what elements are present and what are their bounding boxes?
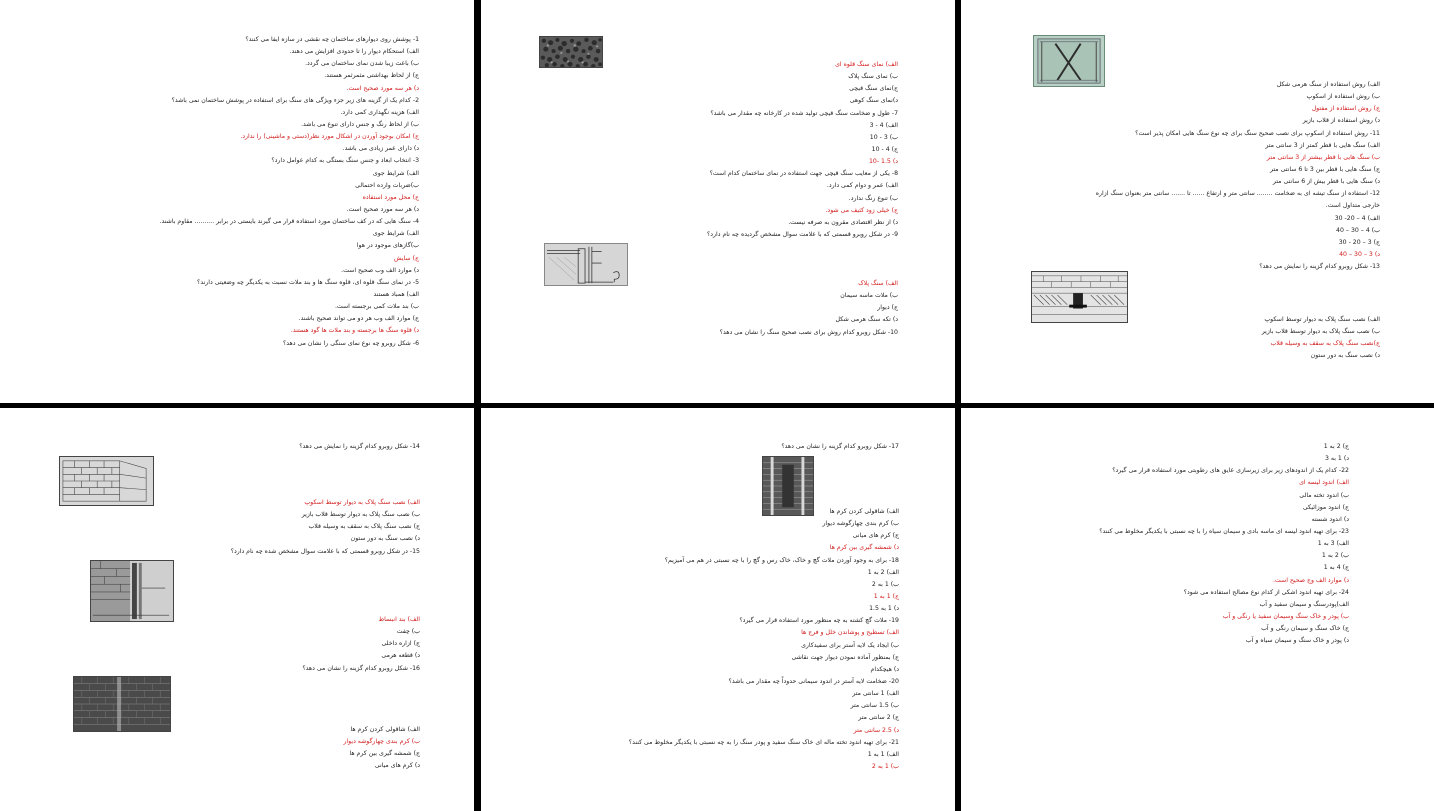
page-4 bbox=[0, 408, 474, 811]
text-line: د) 1.5 -10 bbox=[868, 158, 898, 166]
page-4-text-block-1 bbox=[120, 441, 420, 453]
text-line: 20- ضخامت لایه آستر در اندود سیمانی حدوداً چه مقدار می باشد؟ bbox=[728, 677, 899, 685]
text-line: ج) خاک سنگ و سیمان رنگی و آب bbox=[1261, 625, 1349, 633]
text-line: الف) نمای سنگ قلوه ای bbox=[835, 61, 898, 68]
text-line: الف)پودرسنگ و سیمان سفید و آب bbox=[1259, 600, 1349, 608]
page-4-text-block-3 bbox=[120, 614, 420, 675]
text-line: د) نصب سنگ به دور ستون bbox=[1310, 352, 1380, 360]
text-line: ب) روش استفاده از اسکوپ bbox=[1306, 93, 1380, 101]
text-line: الف) استحکام دیوار را تا حدودی افزایش می دهند. bbox=[289, 48, 419, 56]
text-line: ب)گازهای موجود در هوا bbox=[356, 242, 419, 250]
text-line: ج) 4 - 10 bbox=[871, 145, 898, 153]
text-line: 24- برای تهیه اندود اشکی از کدام نوع مصالح استفاده می شود؟ bbox=[1183, 588, 1349, 596]
text-line: 18- برای به وجود آوردن ملات گچ و خاک، خاک رس و گچ را با چه نسبتی در هم می آمیزیم؟ bbox=[664, 556, 899, 564]
text-line: ب)ضربات وارده احتمالی bbox=[355, 181, 419, 189]
text-line: ج) بمنظور آماده نمودن دیوار جهت نقاشی bbox=[791, 653, 899, 661]
text-line: الف) بند انبساط bbox=[378, 616, 420, 623]
text-line: ب) 2 به 1 bbox=[1321, 552, 1349, 560]
text-line: ب) کرم بندی چهارگوشه دیوار bbox=[343, 738, 420, 746]
text-line: ب) بند ملات کمی برجسته است. bbox=[334, 303, 419, 311]
text-line: 5- در نمای سنگ قلوه ای، قلوه سنگ ها و بند ملات نسبت به یکدیگر چه وضعیتی دارند؟ bbox=[197, 278, 419, 286]
text-line: ب) کرم بندی چهارگوشه دیوار bbox=[822, 520, 899, 528]
text-line: د) 2.5 سانتی متر bbox=[853, 726, 899, 734]
text-line: الف) هزینه نگهداری کمی دارد. bbox=[340, 108, 419, 116]
text-line: ج) روش استفاده از مفتول bbox=[1311, 105, 1380, 113]
text-line: ج) از لحاظ بهداشتی مثمرثمر هستند. bbox=[324, 72, 419, 80]
text-line: ب) چفت bbox=[396, 628, 420, 636]
text-line: الف) نصب سنگ پلاک به دیوار توسط اسکوپ bbox=[1264, 316, 1380, 323]
text-line: 9- در شکل روبرو قسمتی که با علامت سوال مشخص گردیده چه نام دارد؟ bbox=[706, 230, 898, 238]
text-line: د) کرم های میانی bbox=[374, 762, 420, 770]
page-2 bbox=[481, 0, 955, 403]
text-line: ب) ملات ماسه سیمان bbox=[840, 292, 898, 300]
text-line: ج) 2 به 1 bbox=[1323, 443, 1349, 450]
text-line: الف) تسطیح و پوشاندن خلل و فرج ها bbox=[801, 629, 899, 637]
text-line: ب) نمای سنگ پلاک bbox=[848, 73, 898, 81]
text-line: 17- شکل روبرو کدام گزینه را نشان می دهد؟ bbox=[781, 443, 899, 450]
text-line: ب) پودر و خاک سنگ وسیمان سفید یا رنگی و آب bbox=[1222, 612, 1349, 620]
text-line: د) سنگ هایی با قطر بیش از 6 سانتی متر bbox=[1272, 178, 1380, 186]
text-line: ج) 2 سانتی متر bbox=[858, 714, 899, 722]
text-line: د) 1 به 1.5 bbox=[869, 605, 899, 613]
text-line: ب) نصب سنگ پلاک به دیوار توسط قلاب بازیر bbox=[301, 511, 420, 519]
text-line: 22- کدام یک از اندودهای زیر برای زیرسازی عایق های رطوبتی مورد استفاده قرار می گیرد؟ bbox=[1112, 467, 1349, 475]
text-line: ب) نصب سنگ پلاک به دیوار توسط قلاب بازیر bbox=[1261, 328, 1380, 336]
text-line: ج) 1 به 1 bbox=[873, 592, 899, 600]
page-1 bbox=[0, 0, 474, 403]
page-6-text bbox=[979, 441, 1349, 647]
text-line: ج) نصب سنگ پلاک به سقف به وسیله قلاب bbox=[308, 523, 420, 531]
page-6 bbox=[961, 408, 1434, 811]
page-3-text-block-1 bbox=[985, 79, 1380, 273]
text-line: د) هر سه مورد صحیح است. bbox=[346, 205, 419, 213]
text-line: د) دارای عمر زیادی می باشد. bbox=[342, 145, 419, 153]
text-line: 13- شکل روبرو کدام گزینه را نمایش می دهد؟ bbox=[1259, 263, 1380, 271]
text-line: ج) ازاره داخلی bbox=[381, 640, 420, 648]
text-line: 21- برای تهیه اندود تخته ماله ای خاک سنگ سفید و پودر سنگ را به چه نسبتی با یکدیگر مخلوط می کنند؟ bbox=[628, 738, 899, 746]
text-line: 2- کدام یک از گزینه های زیر جزء ویژگی های سنگ برای استفاده در پوشش ساختمان نمی باشد؟ bbox=[171, 96, 419, 104]
text-line: ب) تنوع رنگ ندارد. bbox=[848, 194, 898, 202]
text-line: الف) روش استفاده از سنگ هرمی شکل bbox=[1276, 81, 1380, 88]
text-line: د) پودر و خاک سنگ و سیمان سیاه و آب bbox=[1245, 637, 1349, 645]
text-line: ج)نمای سنگ قیچی bbox=[849, 85, 898, 93]
text-line: ج) سایش bbox=[393, 254, 419, 262]
text-line: 3- انتخاب ابعاد و جنس سنگ بستگی به کدام عوامل دارد؟ bbox=[271, 157, 419, 165]
text-line: د) 1 به 3 bbox=[1325, 455, 1349, 463]
text-line: ب) 4 – 30 – 40 bbox=[1336, 226, 1380, 234]
text-line: ج) شمشه گیری بین کرم ها bbox=[349, 750, 420, 758]
text-line: د) موارد الف وب صحیح است. bbox=[341, 266, 419, 274]
text-line: ب) 1 به 2 bbox=[871, 762, 899, 770]
text-line: ج) کرم های میانی bbox=[852, 532, 899, 540]
text-line: د) اندود شسته bbox=[1311, 515, 1349, 523]
text-line: الف) اندود لیسه ای bbox=[1299, 479, 1349, 487]
text-line: 1- پوشش روی دیوارهای ساختمان چه نقشی در سازه ایفا می کنند؟ bbox=[245, 36, 419, 43]
text-line: الف) شرایط جوی bbox=[372, 169, 419, 177]
text-line: الف) شاقولی کردن کرم ها bbox=[829, 508, 899, 515]
text-line: ج) دیوار bbox=[877, 304, 898, 312]
text-line: الف) 1 سانتی متر bbox=[852, 690, 899, 698]
page-1-text bbox=[9, 34, 419, 350]
page-5-text-block-2 bbox=[509, 506, 899, 773]
text-line: 12- استفاده از سنگ تیشه ای به ضخامت ........ سانتی متر و ارتفاع ...... تا ....... سانتی متر بعنوان سنگ ازاره bbox=[1095, 190, 1380, 198]
text-line: ج) 3 – 20 - 30 bbox=[1338, 238, 1380, 246]
text-line: 10- شکل روبرو کدام روش برای نصب صحیح سنگ را نشان می دهد؟ bbox=[719, 328, 898, 336]
text-line: الف) شاقولی کردن کرم ها bbox=[350, 726, 420, 733]
text-line: 11- روش استفاده از اسکوپ برای نصب صحیح سنگ برای چه نوع سنگ هایی امکان پذیر است؟ bbox=[1135, 129, 1380, 137]
text-line: ب) اندود تخته مالی bbox=[1299, 491, 1349, 499]
text-line: ب) 3 - 10 bbox=[869, 133, 898, 141]
page-5 bbox=[481, 408, 955, 811]
text-line: د) شمشه گیری بین کرم ها bbox=[829, 544, 899, 552]
text-line: ب) 1.5 سانتی متر bbox=[850, 702, 899, 710]
text-line: د) قلوه سنگ ها برجسته و بند ملات ها گود هستند. bbox=[290, 327, 419, 335]
page-2-text-block-1 bbox=[598, 59, 898, 241]
page-3 bbox=[961, 0, 1434, 403]
text-line: الف) همباد هستند bbox=[373, 290, 419, 298]
text-line: الف) 4 - 3 bbox=[869, 121, 898, 129]
text-line: الف) سنگ پلاک bbox=[858, 280, 898, 287]
page-4-text-block-4 bbox=[120, 724, 420, 773]
text-line: ج) خیلی زود کثیف می شود. bbox=[825, 206, 898, 214]
text-line: الف) سنگ هایی با قطر کمتر از 3 سانتی متر bbox=[1265, 141, 1380, 149]
text-line: د) 3 – 30 – 40 bbox=[1339, 250, 1380, 258]
text-line: ج) سنگ هایی با قطر بین 3 تا 6 سانتی متر bbox=[1270, 165, 1380, 173]
page-5-text-block-1 bbox=[599, 441, 899, 453]
text-line: 14- شکل روبرو کدام گزینه را نمایش می دهد؟ bbox=[299, 443, 420, 450]
text-line: 15- در شکل روبرو قسمتی که با علامت سوال مشخص شده چه نام دارد؟ bbox=[230, 547, 420, 555]
page-divider-horizontal bbox=[0, 403, 1434, 408]
text-line: د) موارد الف وج صحیح است. bbox=[1272, 576, 1349, 584]
text-line: د) هر سه مورد صحیح است. bbox=[346, 84, 419, 92]
text-line: الف) 2 به 1 bbox=[867, 568, 899, 576]
text-line: خارجی متداول است. bbox=[1325, 202, 1380, 210]
text-line: الف) 1 به 1 bbox=[867, 750, 899, 758]
text-line: د) نصب سنگ به دور ستون bbox=[350, 535, 420, 543]
text-line: 7- طول و ضخامت سنگ قیچی تولید شده در کارخانه چه مقدار می باشد؟ bbox=[710, 109, 898, 117]
page-3-text-block-2 bbox=[1080, 314, 1380, 363]
text-line: ب) ایجاد یک لایه آستر برای سفیدکاری bbox=[801, 641, 899, 649]
text-line: ج) امکان بوجود آوردن در اشکال مورد نظر(دستی و ماشینی) را ندارد. bbox=[240, 133, 419, 141]
text-line: ب) باعث زیبا شدن نمای ساختمان می گردد. bbox=[305, 60, 419, 68]
page-2-text-block-2 bbox=[598, 278, 898, 339]
text-line: د) از نظر اقتصادی مقرون به صرفه نیست. bbox=[788, 218, 898, 226]
text-line: الف) 3 به 1 bbox=[1317, 540, 1349, 548]
page-4-text-block-2 bbox=[120, 497, 420, 558]
text-line: الف) 4 – 20- 30 bbox=[1334, 214, 1380, 222]
text-line: د)نمای سنگ کوهی bbox=[849, 97, 898, 105]
text-line: 8- یکی از معایب سنگ قیچی جهت استفاده در نمای ساختمان کدام است؟ bbox=[709, 170, 898, 178]
text-line: ب) سنگ هایی با قطر بیشتر از 3 سانتی متر bbox=[1266, 153, 1380, 161]
text-line: 16- شکل روبرو کدام گزینه را نشان می دهد؟ bbox=[302, 664, 420, 672]
text-line: ب) از لحاظ رنگ و جنس دارای تنوع می باشد. bbox=[301, 120, 419, 128]
text-line: الف) شرایط جوی bbox=[372, 230, 419, 238]
text-line: د) تکه سنگ هرمی شکل bbox=[835, 316, 898, 324]
text-line: د) قطعه هرمی bbox=[381, 652, 420, 660]
text-line: ج) موارد الف وب هر دو می تواند صحیح باشند. bbox=[298, 315, 419, 323]
expansion-joint-diagram bbox=[90, 560, 174, 622]
text-line: 4- سنگ هایی که در کف ساختمان مورد استفاده قرار می گیرند بایستی در برابر .......... مقاوم باشند. bbox=[159, 218, 419, 226]
text-line: 23- برای تهیه اندود لیسه ای ماسه بادی و سیمان سیاه را با چه نسبتی با یکدیگر مخلوط می کنند؟ bbox=[1099, 527, 1349, 535]
text-line: ج) محل مورد استفاده bbox=[362, 193, 419, 201]
text-line: 19- ملات گچ کشته به چه منظور مورد استفاده قرار می گیرد؟ bbox=[739, 617, 899, 625]
text-line: 6- شکل روبرو چه نوع نمای سنگی را نشان می دهد؟ bbox=[282, 339, 419, 347]
text-line: ج) 4 به 1 bbox=[1323, 564, 1349, 572]
text-line: ج)نصب سنگ پلاک به سقف به وسیله قلاب bbox=[1270, 340, 1380, 348]
stone-wall-image bbox=[539, 36, 603, 68]
text-line: د) هیچکدام bbox=[870, 665, 899, 673]
text-line: ب) 1 به 2 bbox=[871, 580, 899, 588]
text-line: د) روش استفاده از قلاب بازیر bbox=[1302, 117, 1380, 125]
text-line: ج) اندود موزائیکی bbox=[1302, 503, 1349, 511]
text-line: الف) عمر و دوام کمی دارد. bbox=[826, 182, 898, 190]
text-line: الف) نصب سنگ پلاک به دیوار توسط اسکوپ bbox=[304, 499, 420, 506]
